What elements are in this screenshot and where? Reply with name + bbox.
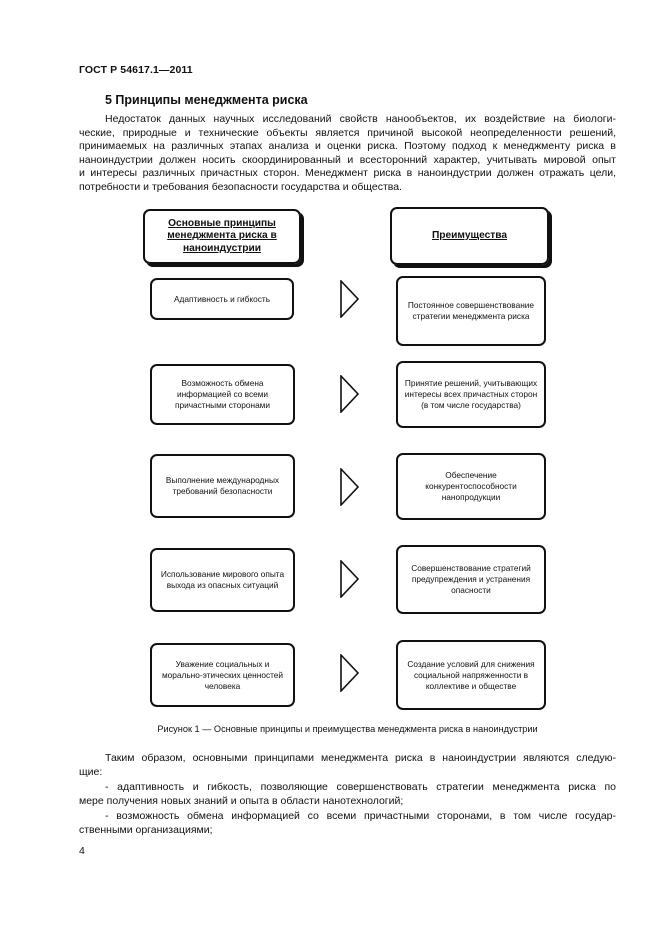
text-line: щие: [79,765,103,778]
benefit-box [396,640,546,710]
text-line: ческие, природные и технические объекты является причиной высокой неопределенности решений, [79,126,616,139]
text-line: Таким образом, основными принципами менеджмента риска в наноиндустрии являются следую- [105,752,616,764]
benefit-box [396,545,546,614]
right-header-text: Преимущества [431,229,508,241]
section-title: 5 Принципы менеджмента риска [105,93,308,107]
left-header-text: Основные принципы менеджмента риска в наноиндустрии [167,217,277,254]
benefit-text: Создание условий для снижения социальной напряженности в коллективе и обществе [407,658,535,691]
text-line: - адаптивность и гибкость, позволяющие совершенствовать стратегии менеджмента риска по [105,781,616,794]
arrow-icon [340,560,360,598]
arrow-icon [340,280,360,318]
principle-text: Выполнение международных требований безопасности [165,475,280,496]
principle-text: Использование мирового опыта выхода из опасных ситуаций [160,569,285,590]
text-line: принимаемых на различных этапах анализа и оценки риска. Поэтому подход к менеджменту риска в [79,140,616,153]
text-line: наноиндустрии должен носить скоординированный и всесторонний характер, учитывать мировой опыт [79,153,616,166]
principle-text: Уважение социальных и морально-этических ценностей человека [161,658,284,691]
benefit-text: Постоянное совершенствование стратегии менеджмента риска [407,300,535,321]
text-line: и интересы различных причастных сторон. Менеджмент риска в наноиндустрии должен отражать цели, [79,167,616,180]
principle-text: Адаптивность и гибкость [173,293,271,304]
principle-box [150,548,295,612]
principle-box [150,643,295,707]
benefit-text: Принятие решений, учитывающих интересы всех причастных сторон (в том числе государства) [404,378,538,410]
principle-box [150,364,295,425]
text-line: ственными организациями; [79,823,213,836]
benefit-text: Совершенствование стратегий предупреждения и устранения опасности [411,563,531,595]
text-line: потребности и требования безопасности государства и общества. [79,180,402,193]
conclusion-paragraph [79,752,616,838]
figure-caption: Рисунок 1 — Основные принципы и преимущества менеджмента риска в наноиндустрии [157,724,538,734]
principle-text: Возможность обмена информацией со всеми причастными сторонами [174,378,271,410]
text-line: - возможность обмена информацией со всеми причастными сторонами, в том числе государ- [105,810,616,823]
benefit-box [396,276,546,346]
benefit-box [396,361,546,428]
benefit-text: Обеспечение конкурентоспособности нанопродукции [425,470,517,502]
principle-box [150,278,294,320]
principle-box [150,454,295,518]
page-number: 4 [79,845,85,857]
intro-paragraph [79,113,616,195]
arrow-icon [340,468,360,506]
benefit-box [396,453,546,520]
right-header-box [390,207,549,265]
document-header: ГОСТ Р 54617.1—2011 [79,64,193,76]
arrow-icon [340,375,360,413]
text-line: Недостаток данных научных исследований свойств нанообъектов, их воздействие на биологи- [105,113,616,125]
text-line: мере получения новых знаний и опыта в области нанотехнологий; [79,794,404,807]
arrow-icon [340,654,360,692]
left-header-box [143,209,301,264]
